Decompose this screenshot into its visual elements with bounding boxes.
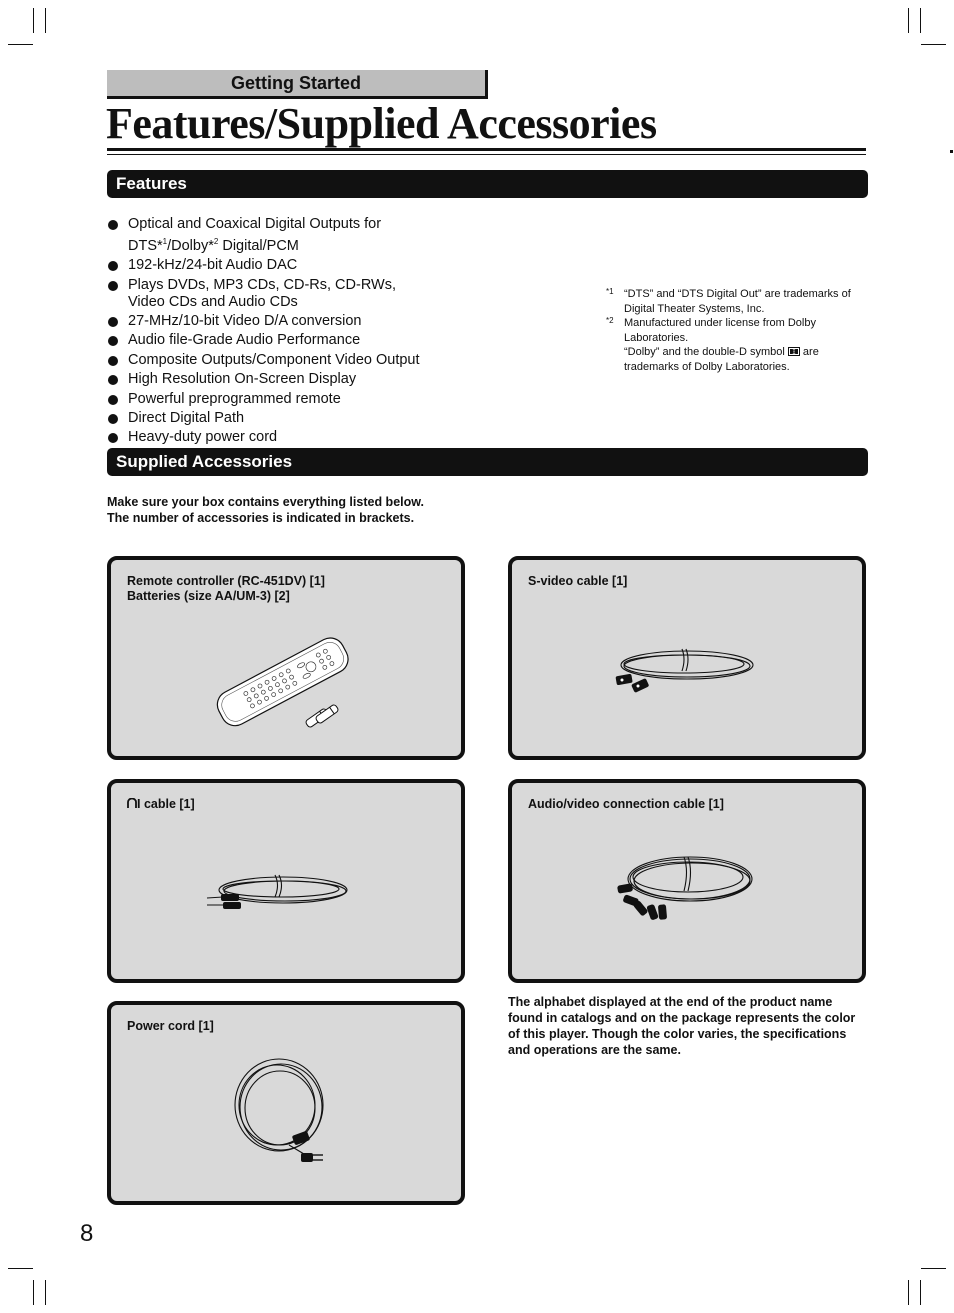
av-cable-box: [508, 779, 866, 983]
bullet-icon: [108, 356, 118, 366]
feature-item: 27-MHz/10-bit Video D/A conversion: [108, 313, 438, 330]
bullet-icon: [108, 433, 118, 443]
remote-controller-box: [107, 556, 465, 760]
accessories-intro: Make sure your box contains everything listed below. The number of accessories is indicated in brackets.: [107, 495, 424, 525]
s-video-cable-box: [508, 556, 866, 760]
section-tab: [107, 70, 488, 99]
feature-item: Optical and Coaxical Digital Outputs for DTS*$^1$/Dolby*$^2$ Digital/PCM: [108, 216, 438, 255]
title-rule-thin: [107, 154, 866, 155]
footnote-1: *1 “DTS” and “DTS Digital Out” are trademarks of Digital Theater Systems, Inc.: [606, 287, 851, 315]
remote-controller-label: Remote controller (RC-451DV) [1] Batteries (size AA/UM-3) [2]: [127, 574, 325, 603]
feature-item: Heavy-duty power cord: [108, 429, 438, 446]
s-video-cable-label: S-video cable [1]: [528, 574, 628, 588]
bullet-icon: [108, 336, 118, 346]
page-number: 8: [80, 1220, 94, 1247]
av-cable-label: Audio/video connection cable [1]: [528, 797, 724, 811]
bullet-icon: [108, 395, 118, 405]
feature-item: Composite Outputs/Component Video Output: [108, 352, 438, 369]
power-cord-icon: [229, 1053, 339, 1173]
bullet-icon: [108, 281, 118, 291]
ri-cable-icon: [203, 865, 353, 925]
features-heading: Features: [116, 174, 187, 193]
bullet-icon: [108, 375, 118, 385]
accessories-heading-bar: [107, 448, 868, 476]
power-cord-label: Power cord [1]: [127, 1019, 214, 1033]
dolby-double-d-icon: [788, 346, 800, 355]
color-note: The alphabet displayed at the end of the product name found in catalogs and on the package represents the color of this player. Though the color varies, the specifications and operations are the same.: [508, 995, 856, 1057]
power-cord-box: [107, 1001, 465, 1205]
ri-cable-box: [107, 779, 465, 983]
av-cable-icon: [610, 843, 760, 943]
registration-mark: [950, 150, 953, 153]
bullet-icon: [108, 317, 118, 327]
footnote-2: *2 Manufactured under license from Dolby Laboratories. “Dolby” and the double-D symbol are trademarks of Dolby Laboratories.: [606, 316, 819, 373]
title-rule: [107, 148, 866, 151]
bullet-icon: [108, 220, 118, 230]
s-video-cable-icon: [612, 635, 762, 705]
batteries-icon: [303, 700, 343, 730]
page-title: Features/Supplied Accessories: [106, 99, 657, 148]
bullet-icon: [108, 414, 118, 424]
ri-logo-icon: [127, 798, 137, 809]
feature-item: High Resolution On-Screen Display: [108, 371, 438, 388]
feature-item: Direct Digital Path: [108, 410, 438, 427]
accessories-heading: Supplied Accessories: [116, 452, 293, 471]
feature-item: Audio file-Grade Audio Performance: [108, 332, 438, 349]
ri-cable-label: I cable [1]: [127, 797, 195, 812]
feature-item: Plays DVDs, MP3 CDs, CD-Rs, CD-RWs, Video CDs and Audio CDs: [108, 277, 438, 311]
bullet-icon: [108, 261, 118, 271]
feature-item: 192-kHz/24-bit Audio DAC: [108, 257, 438, 274]
features-heading-bar: [107, 170, 868, 198]
feature-item: Powerful preprogrammed remote: [108, 391, 438, 408]
footnotes: [606, 287, 868, 374]
features-list: [108, 216, 438, 449]
section-tab-label: Getting Started: [230, 73, 361, 93]
